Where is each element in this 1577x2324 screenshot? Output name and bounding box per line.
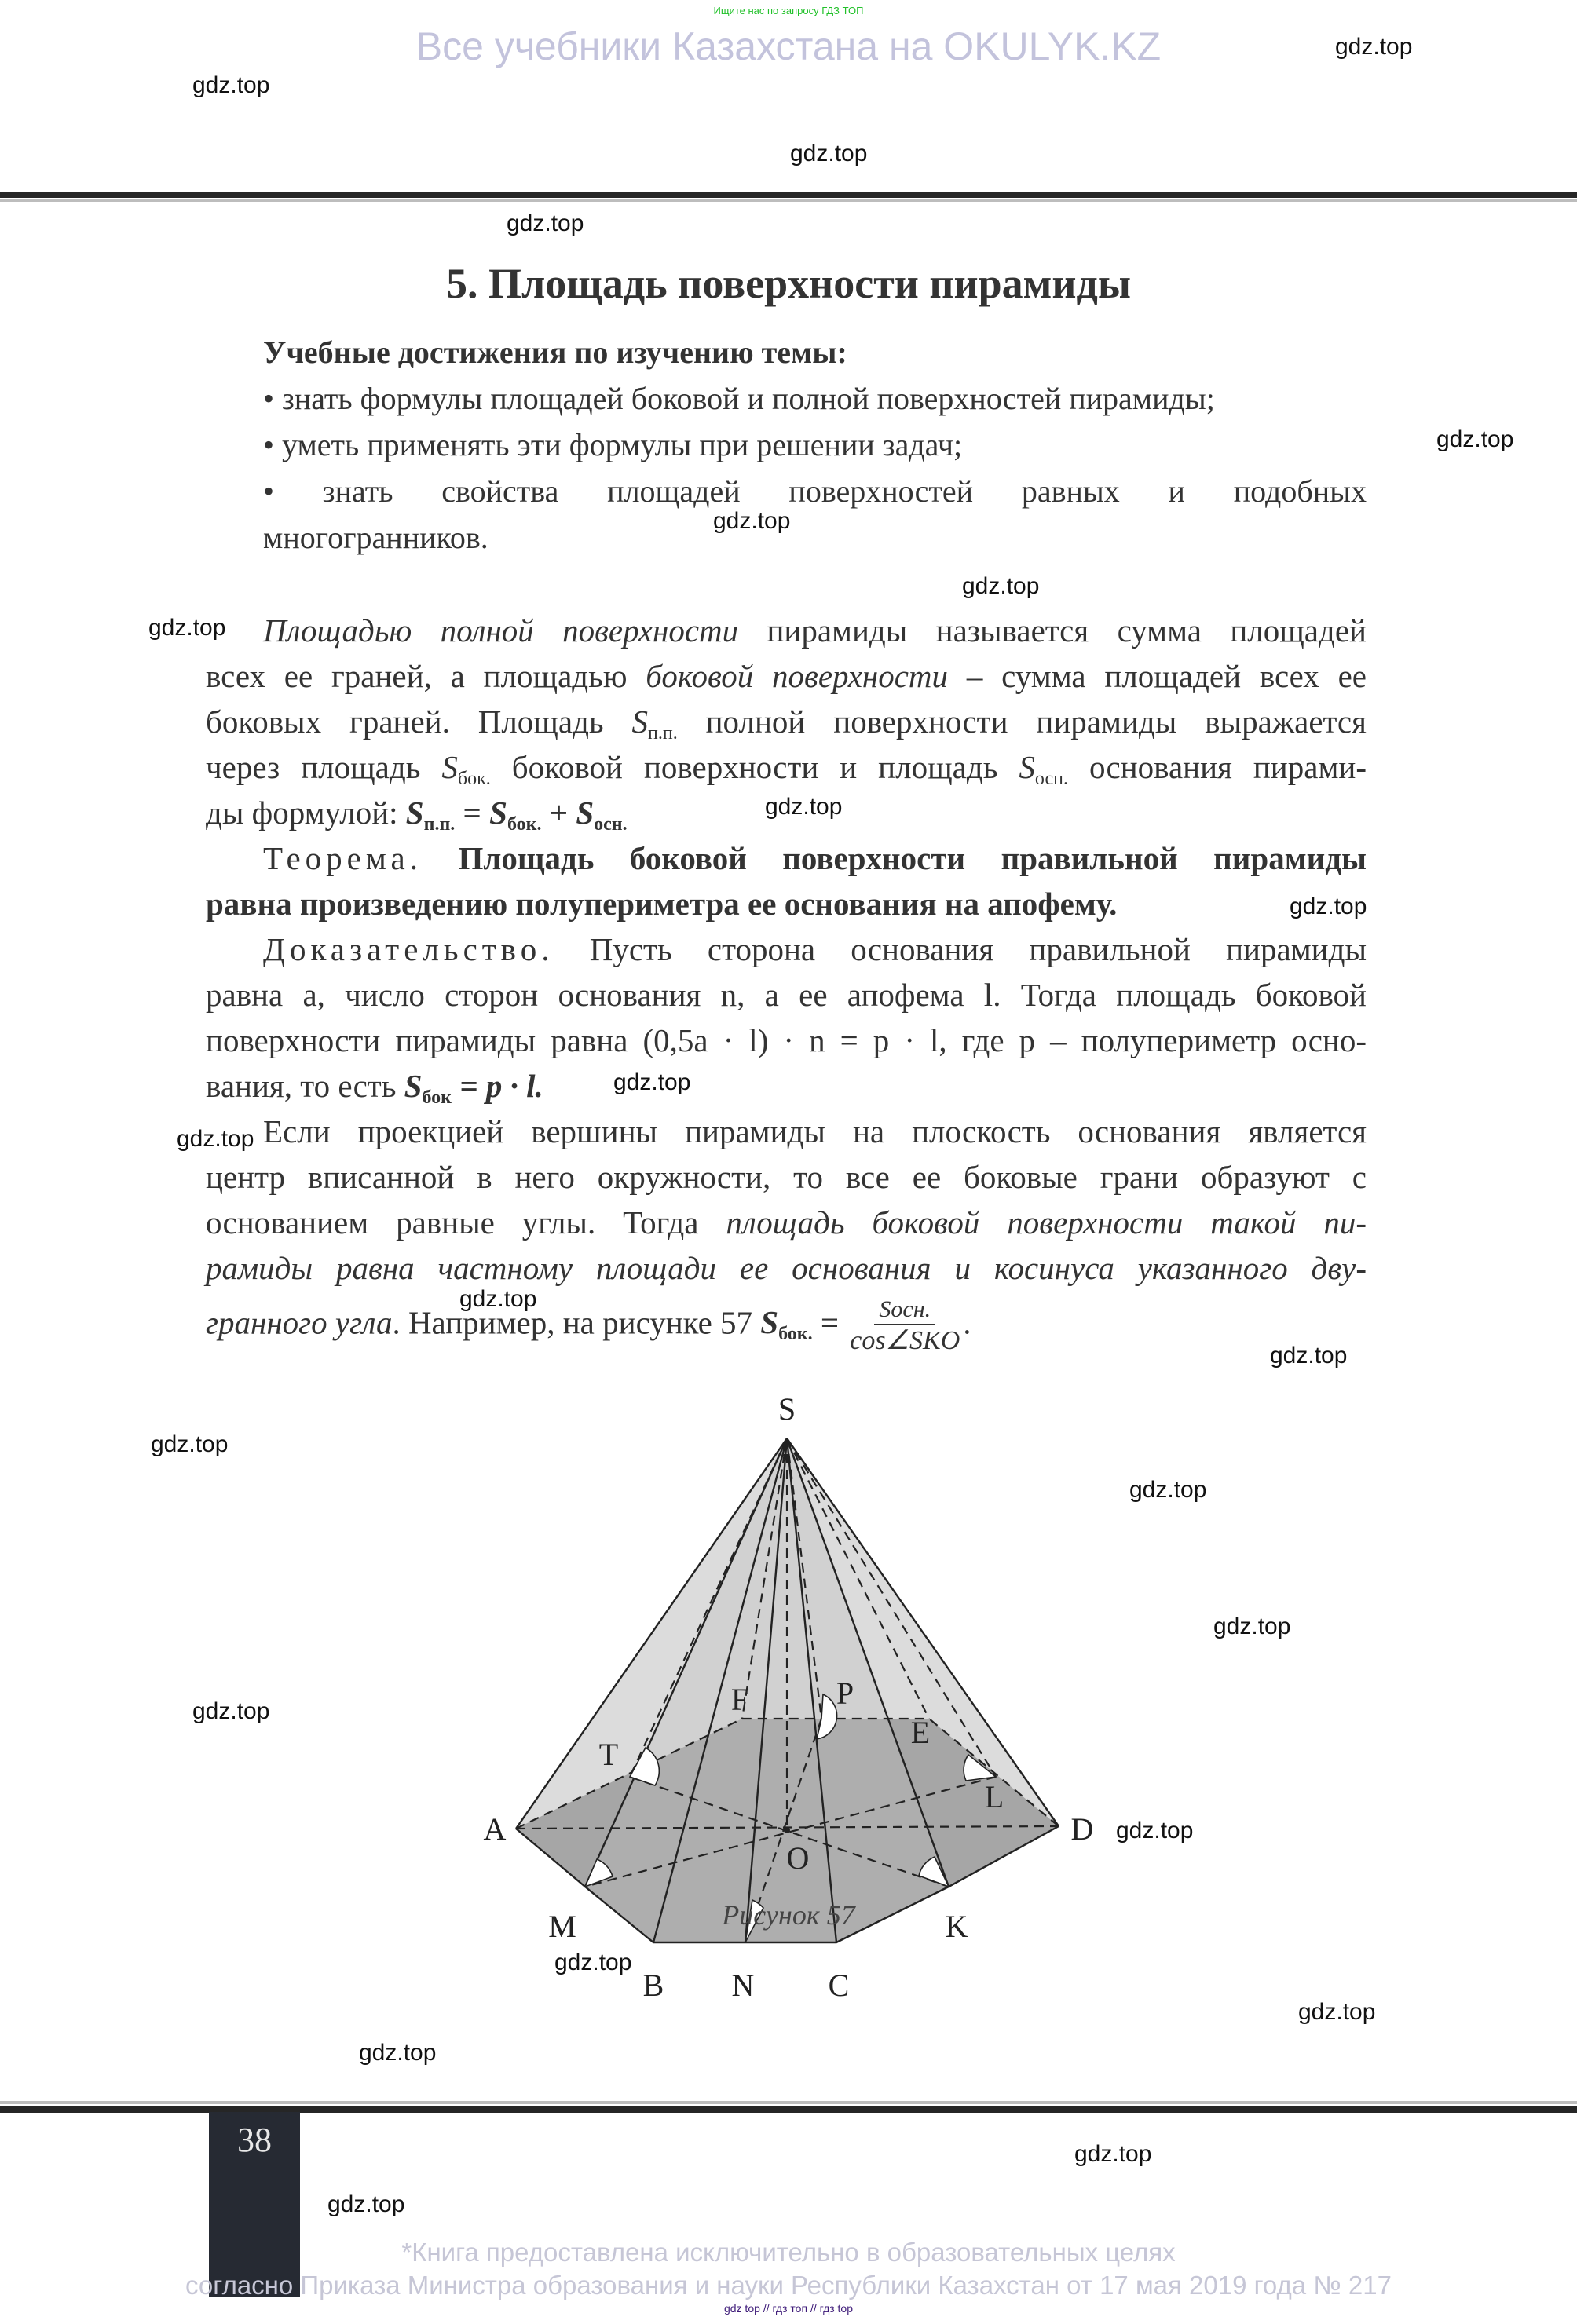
term-lateral-surface: боковой поверхности — [646, 658, 949, 694]
watermark: gdz.top — [1270, 1343, 1348, 1368]
remark-formula-line: гранного угла. Например, на рисунке 57 $S_{бок.}$ = $\frac{\text{Sосн.}}{\text{cos∠SKO}}$ . — [206, 1296, 971, 1355]
watermark: gdz.top — [177, 1126, 254, 1152]
label-n: N — [731, 1968, 755, 2003]
label-f: F — [730, 1682, 749, 1717]
watermark: gdz.top — [1129, 1477, 1207, 1503]
watermark: gdz.top — [713, 508, 791, 534]
goal-item: • уметь применять эти формулы при решении задач; — [263, 427, 963, 462]
label-a: A — [483, 1811, 507, 1847]
watermark: gdz.top — [459, 1286, 537, 1312]
proof-line: Доказательство. Пусть сторона основания правильной пирамиды — [263, 931, 1367, 967]
proof-formula-line: вания, то есть $S_{бок} = p \cdot l$. — [206, 1068, 543, 1108]
center-point-o — [784, 1827, 790, 1833]
remark-line: рамиды равна частному площади ее основания и косинуса указанного дву- — [206, 1250, 1367, 1286]
label-b: B — [642, 1968, 664, 2003]
theorem-line: равна произведению полупериметра ее основания на апофему. — [206, 886, 1118, 922]
watermark: gdz.top — [1436, 426, 1514, 452]
label-d: D — [1070, 1811, 1094, 1847]
theorem-line: Теорема. Площадь боковой поверхности правильной пирамиды — [263, 840, 1367, 876]
label-s: S — [778, 1391, 796, 1427]
watermark: gdz.top — [1116, 1818, 1194, 1843]
watermark: gdz.top — [359, 2040, 437, 2066]
label-e: E — [910, 1715, 931, 1750]
proof-line: равна a, число сторон основания n, а ее апофема l. Тогда площадь боковой — [206, 977, 1367, 1013]
footnote-disclaimer: *Книга предоставлена исключительно в образовательных целях — [401, 2238, 1176, 2267]
definition-line: боковых граней. Площадь $S_{п.п.}$ полной поверхности пирамиды выражается — [206, 703, 1367, 744]
site-banner[interactable]: Все учебники Казахстана на OKULYK.KZ — [415, 24, 1162, 68]
watermark: gdz.top — [1213, 1613, 1291, 1639]
watermark: gdz.top — [1074, 2141, 1152, 2167]
goal-item: • знать формулы площадей боковой и полной поверхностей пирамиды; — [263, 381, 1215, 416]
search-hint: Ищите нас по запросу ГДЗ ТОП — [713, 5, 864, 16]
watermark: gdz.top — [613, 1069, 691, 1095]
remark-line: основанием равные углы. Тогда площадь боковой поверхности такой пи- — [206, 1204, 1367, 1241]
term-full-surface: Площадью полной поверхности — [263, 612, 739, 649]
watermark: gdz.top — [1335, 34, 1413, 60]
section-title-text: Площадь поверхности пирамиды — [488, 260, 1132, 307]
theorem-label: Теорема. — [263, 840, 423, 876]
proof-label: Доказательство. — [263, 931, 554, 967]
definition-line: всех ее граней, а площадью боковой поверхности – сумма площадей всех ее — [206, 658, 1367, 694]
watermark: gdz.top — [327, 2191, 405, 2217]
fraction-denominator: cos∠SKO — [850, 1326, 960, 1355]
watermark: gdz.top — [148, 615, 226, 641]
label-l: L — [984, 1779, 1004, 1814]
footnote-order: согласно Приказа Министра образования и науки Республики Казахстан от 17 мая 2019 года № 217 — [185, 2271, 1392, 2300]
watermark: gdz.top — [192, 72, 270, 98]
watermark: gdz.top — [1298, 1999, 1376, 2025]
watermark: gdz.top — [192, 1698, 270, 1724]
label-t: T — [598, 1737, 619, 1772]
watermark: gdz.top — [790, 141, 868, 166]
watermark: gdz.top — [507, 210, 584, 236]
watermark: gdz.top — [765, 794, 843, 820]
label-o: O — [786, 1840, 810, 1876]
remark-line: центр вписанной в него окружности, то все ее боковые грани образуют с — [206, 1159, 1367, 1195]
watermark: gdz.top — [1290, 893, 1367, 919]
fraction-numerator: Sосн. — [874, 1295, 935, 1325]
goal-item: • знать свойства площадей поверхностей равных и подобных — [263, 473, 1367, 509]
remark-line: Если проекцией вершины пирамиды на плоскость основания является — [263, 1113, 1367, 1149]
page-number: 38 — [237, 2121, 272, 2159]
definition-line: Площадью полной поверхности пирамиды называется сумма площадей — [263, 612, 1367, 649]
watermark: gdz.top — [554, 1949, 632, 1975]
watermark: gdz.top — [962, 573, 1040, 599]
watermark: gdz.top — [151, 1431, 229, 1457]
bottom-rule-secondary — [0, 2101, 1577, 2104]
bottom-links[interactable]: gdz top // гдз топ // гдз top — [723, 2302, 854, 2315]
definition-formula-line: ды формулой: $S_{п.п.} = S_{бок.} + S_{осн.}$ — [206, 795, 628, 835]
label-k: K — [945, 1909, 968, 1944]
figure-caption: Рисунок 57 — [722, 1899, 855, 1931]
goal-item-continued: многогранников. — [263, 520, 488, 555]
proof-line: поверхности пирамиды равна (0,5a · l) · n = p · l, где p – полупериметр осно- — [206, 1022, 1367, 1058]
section-number: 5. — [445, 260, 478, 307]
label-p: P — [836, 1675, 854, 1711]
label-c: C — [828, 1968, 850, 2003]
label-m: M — [548, 1909, 576, 1944]
definition-line: через площадь $S_{бок.}$ боковой поверхности и площадь $S_{осн.}$ основания пирами- — [206, 749, 1367, 789]
goals-heading: Учебные достижения по изучению темы: — [263, 334, 847, 370]
